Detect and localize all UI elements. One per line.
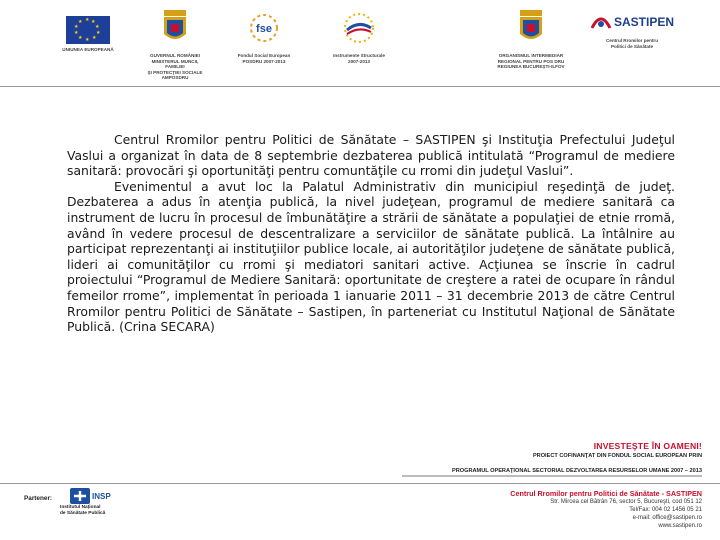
invest-slogan: INVESTEŞTE ÎN OAMENI! xyxy=(593,441,702,451)
crest-icon xyxy=(518,10,544,46)
eu-caption: UNIUNEA EUROPEANĂ xyxy=(62,47,114,52)
instrumente-caption: Instrumente Structurale 2007-2013 xyxy=(333,53,385,64)
sastipen-title: SASTIPEN xyxy=(613,15,674,29)
ministry-crest-logo xyxy=(142,10,208,81)
ministry-caption: GUVERNUL ROMÂNIEI MINISTERUL MUNCII, FAMILIEI ŞI PROTECŢIEI SOCIALE AMPOSDRU xyxy=(147,53,203,81)
article-paragraph-1: Centrul Rromilor pentru Politici de Sănătate – SASTIPEN şi Instituţia Prefectului Judeţul Vaslui a organizat în data de 8 septembrie dezbaterea publică intitulată “Programul de mediere sanitară: provocări şi oportunităţi pentru comuntăţile cu rromi din judeţul Vaslui”. xyxy=(67,132,675,179)
instrumente-structurale-icon xyxy=(339,10,379,46)
crest-icon xyxy=(162,10,188,46)
sastipen-caption: Centrul Rromilor pentru Politici de Sănătate xyxy=(605,38,659,49)
article-body xyxy=(67,132,675,335)
org-tel: Tel/Fax: 004 02 1456 05 21 xyxy=(629,507,702,513)
article-paragraph-2: Evenimentul a avut loc la Palatul Administrativ din municipiul reşedinţă de judeţ. Dezbaterea a adus în atenţia publică, la nivel judeţean, programul de mediere sanitară ca instrument de lucru în procesul de îmbunătăţire a strării de sănătate a populaţiei de etnie rromă, având în vedere procesul de descentralizare a serviciilor de sănătate publică. La întâlnire au participat reprezentanţi ai instituţiilor publice locale, ai autorităţilor judeţene de sănătate publică, lideri ai comunităţilor cu rromi şi mediatori sanitari active. Acţiunea se înscrie în cadrul proiectului “Programul de Mediere Sanitară: oportunitate de creştere a ratei de ocupare în rândul femeilor rrome”, implementat în perioada 1 ianuarie 2011 – 31 decembrie 2013 de către Centrul Rromilor pentru Politici de Sănătate – Sastipen, în parteneriat cu Institutul Naţional de Sănătate Publică. (Crina SECARA) xyxy=(67,178,675,335)
project-line-1: PROIECT COFINANŢAT DIN FONDUL SOCIAL EUROPEAN PRIN xyxy=(532,453,702,459)
footer-divider xyxy=(0,483,720,484)
fse-logo xyxy=(226,10,302,64)
eu-flag-icon: ★ ★ ★ ★ ★ ★ ★ ★ ★ ★ xyxy=(66,16,110,44)
project-line-2: PROGRAMUL OPERAŢIONAL SECTORIAL DEZVOLTAREA RESURSELOR UMANE 2007 – 2013 xyxy=(452,468,702,474)
insp-logo xyxy=(60,488,126,516)
eu-flag-logo xyxy=(60,10,116,53)
svg-text:fse: fse xyxy=(256,23,272,35)
header-divider xyxy=(0,86,720,87)
insp-caption: Institutul Naţional de Sănătate Publică xyxy=(60,505,106,516)
org-web[interactable]: www.sastipen.ro xyxy=(658,523,702,529)
oiposdru-crest-logo xyxy=(495,10,567,70)
sastipen-icon xyxy=(590,12,612,32)
sastipen-logo xyxy=(590,12,674,49)
oiposdru-caption: ORGANISMUL INTERMEDIAR REGIONAL PENTRU POS DRU REGIUNEA BUCUREŞTI-ILFOV xyxy=(497,53,565,70)
fse-icon xyxy=(244,10,284,46)
org-name: Centrul Rromilor pentru Politici de Sănătate - SASTIPEN xyxy=(510,489,702,498)
instrumente-structurale-logo xyxy=(322,10,396,64)
org-email[interactable]: e-mail: office@sastipen.ro xyxy=(632,515,702,521)
partner-label: Partener: xyxy=(24,495,53,502)
footer-wave-line xyxy=(402,474,702,478)
org-address: Str. Mircea cel Bătrân 76, sector 5, Bucureşti, cod 051 12 xyxy=(550,499,702,505)
insp-logo-text: INSP xyxy=(92,491,111,501)
fse-caption: Fondul Social European POSDRU 2007-2013 xyxy=(237,53,291,64)
insp-icon xyxy=(70,488,90,504)
